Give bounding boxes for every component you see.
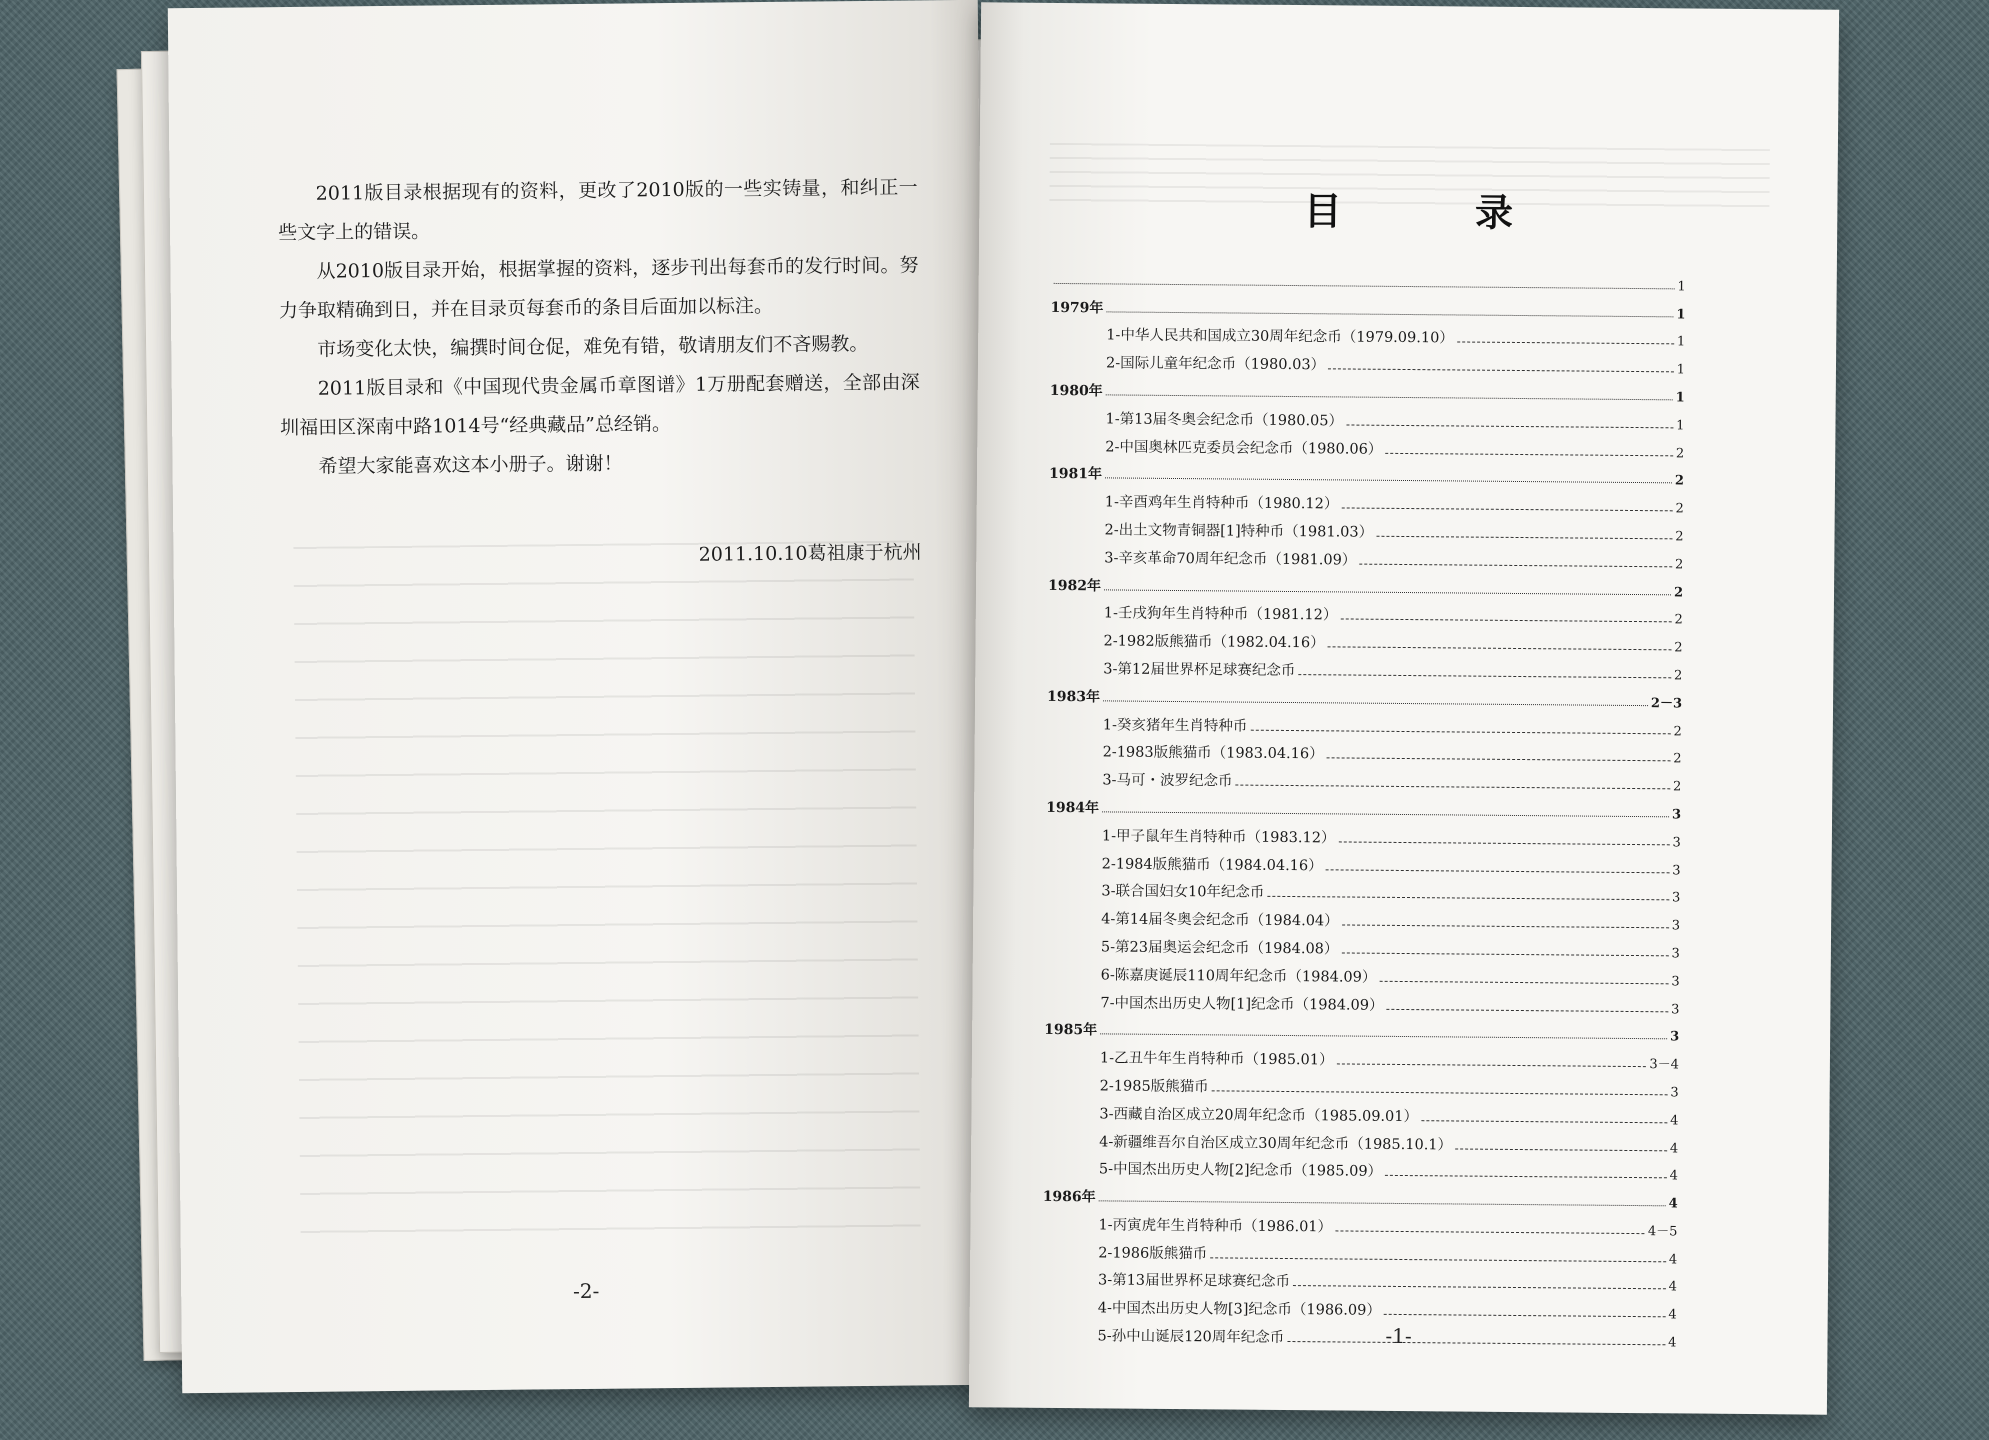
toc-entry-row <box>1043 1095 1678 1128</box>
toc-leader-line <box>1346 424 1673 428</box>
toc-entry-label: 1-中华人民共和国成立30周年纪念币（1979.09.10） <box>1106 327 1454 347</box>
toc-entry-label: 1-癸亥猪年生肖特种币 <box>1102 716 1248 735</box>
toc-page-number: 3 <box>1671 918 1681 934</box>
toc-entry-label: 1980年 <box>1049 382 1103 400</box>
toc-entry-row <box>1050 316 1685 349</box>
toc-leader-line <box>1386 1008 1668 1011</box>
toc-page-number: 2 <box>1673 584 1684 600</box>
toc-entry-label: 5-中国杰出历史人物[2]纪念币（1985.09） <box>1098 1161 1383 1181</box>
toc-leader-line <box>1341 952 1668 956</box>
toc-leader-line <box>1457 342 1674 345</box>
toc-leader-line <box>1250 729 1670 734</box>
toc-page-number: 1 <box>1675 390 1685 406</box>
toc-leader-line <box>1105 478 1672 484</box>
preface-paragraph: 市场变化太快，编撰时间仓促，难免有错，敬请朋友们不吝赐教。 <box>317 332 869 361</box>
toc-entry-row <box>1045 900 1680 933</box>
toc-entry-row <box>1048 594 1683 627</box>
toc-entry-label: 1-壬戌狗年生肖特种币（1981.12） <box>1103 605 1338 624</box>
toc-entry-label: 3-西藏自治区成立20周年纪念币（1985.09.01） <box>1099 1106 1419 1125</box>
toc-leader-line <box>1099 1200 1666 1206</box>
toc-entry-label: 3-第13届世界杯足球赛纪念币 <box>1097 1272 1291 1291</box>
toc-leader-line <box>1328 369 1674 373</box>
preface-paragraph: 2011版目录根据现有的资料，更改了2010版的一些实铸量，和纠正一些文字上的错误。 <box>278 176 918 245</box>
toc-entry-label: 3-第12届世界杯足球赛纪念币 <box>1103 661 1296 680</box>
toc-entry-row <box>1044 1067 1679 1100</box>
toc-entry-row <box>1045 928 1680 961</box>
toc-page-number: 3－4 <box>1649 1057 1679 1073</box>
toc-entry-label: 1983年 <box>1047 688 1101 706</box>
toc-entry-row <box>1043 1123 1678 1156</box>
toc-entry-row <box>1044 984 1679 1017</box>
toc-leader-line <box>1379 981 1668 985</box>
page-number: -2- <box>572 1278 600 1304</box>
toc-page-number: 2 <box>1675 501 1684 517</box>
toc-leader-line <box>1336 1064 1646 1068</box>
toc-entry-label: 1981年 <box>1048 466 1103 483</box>
toc-page-number: 4 <box>1669 1140 1679 1156</box>
toc-page-number: 2 <box>1674 640 1683 656</box>
toc-entry-label: 1984年 <box>1046 799 1100 817</box>
toc-entry-row <box>1047 650 1682 683</box>
toc-leader-line <box>1106 394 1673 400</box>
toc-entry-row <box>1047 622 1682 655</box>
toc-page-number: 2 <box>1673 668 1683 684</box>
toc-entry-row <box>1045 956 1680 989</box>
toc-entry-label: 7-中国杰出历史人物[1]纪念币（1984.09） <box>1100 994 1384 1014</box>
toc-entry-label: 4-中国杰出历史人物[3]纪念币（1986.09） <box>1097 1300 1381 1320</box>
right-page <box>969 2 1839 1414</box>
toc-page-number: 1 <box>1676 418 1685 434</box>
toc-entry-label: 1-辛酉鸡年生肖特种币（1980.12） <box>1104 494 1339 513</box>
toc-leader-line <box>1359 563 1672 567</box>
toc-leader-line <box>1267 896 1669 901</box>
toc-page-number: 3 <box>1671 1001 1680 1017</box>
toc-page-number: 4－5 <box>1647 1224 1678 1240</box>
table-of-contents <box>1041 261 1685 1351</box>
toc-title: 目 录 <box>1303 188 1574 236</box>
toc-page-number: 2 <box>1674 612 1683 628</box>
toc-leader-line <box>1054 283 1675 289</box>
toc-page-number: 2 <box>1674 473 1685 489</box>
toc-leader-line <box>1212 1090 1668 1095</box>
toc-entry-label: 1-第13届冬奥会纪念币（1980.05） <box>1105 411 1344 430</box>
toc-leader-line <box>1100 1034 1667 1040</box>
toc-entry-row <box>1045 872 1680 905</box>
toc-entry-label: 1-甲子鼠年生肖特种币（1983.12） <box>1101 828 1336 847</box>
toc-leader-line <box>1455 1148 1667 1151</box>
toc-leader-line <box>1335 1230 1645 1234</box>
toc-leader-line <box>1104 589 1671 595</box>
toc-page-number: 2－3 <box>1650 695 1683 712</box>
toc-page-number: 2 <box>1673 723 1682 739</box>
toc-leader-line <box>1293 1286 1666 1290</box>
toc-leader-line <box>1376 536 1672 540</box>
toc-entry-label: 1985年 <box>1044 1022 1098 1039</box>
toc-leader-line <box>1210 1257 1666 1262</box>
toc-entry-row <box>1042 1262 1677 1295</box>
toc-page-number: 1 <box>1676 362 1686 378</box>
toc-entry-label: 1982年 <box>1047 577 1102 594</box>
toc-entry-row <box>1046 845 1681 878</box>
toc-page-number: 3 <box>1672 862 1681 878</box>
toc-page-number: 2 <box>1674 557 1684 573</box>
toc-leader-line <box>1385 452 1673 456</box>
toc-entry-label: 1-丙寅虎年生肖特种币（1986.01） <box>1098 1217 1333 1236</box>
toc-leader-line <box>1298 674 1671 678</box>
toc-entry-row <box>1046 817 1681 850</box>
toc-entry-label: 1-乙丑牛年生肖特种币（1985.01） <box>1099 1050 1334 1069</box>
toc-entry-row <box>1049 400 1684 433</box>
toc-entry-row <box>1049 483 1684 516</box>
toc-page-number: 4 <box>1669 1168 1678 1184</box>
toc-entry-label: 5-第23届奥运会纪念币（1984.08） <box>1100 939 1339 958</box>
toc-entry-row <box>1043 1150 1678 1183</box>
toc-page-number: 3 <box>1671 807 1682 823</box>
preface-paragraph: 2011版目录和《中国现代贵金属币章图谱》1万册配套赠送，全部由深圳福田区深南中路1014号“经典藏品”总经销。 <box>280 371 920 440</box>
toc-entry-row <box>1049 428 1684 461</box>
toc-entry-label: 4-新疆维吾尔自治区成立30周年纪念币（1985.10.1） <box>1099 1133 1453 1153</box>
toc-leader-line <box>1102 811 1669 817</box>
toc-entry-label: 5-孙中山诞辰120周年纪念币 <box>1097 1328 1285 1347</box>
toc-entry-label: 2-出土文物青铜器[1]特种币（1981.03） <box>1104 522 1374 541</box>
toc-leader-line <box>1385 1175 1667 1178</box>
toc-page-number: 4 <box>1670 1113 1679 1129</box>
toc-entry-label: 2-1986版熊猫币 <box>1098 1245 1208 1262</box>
toc-page-number: 3 <box>1671 946 1680 962</box>
toc-leader-line <box>1103 700 1648 706</box>
toc-page-number: 1 <box>1676 334 1686 350</box>
left-page <box>168 0 992 1393</box>
toc-page-number: 3 <box>1670 1085 1679 1101</box>
toc-page-number: 1 <box>1676 306 1686 323</box>
toc-entry-row <box>1042 1289 1677 1322</box>
toc-page-number: 3 <box>1670 1029 1680 1045</box>
toc-entry-label: 2-1985版熊猫币 <box>1099 1078 1209 1096</box>
toc-leader-line <box>1106 311 1673 317</box>
toc-page-number: 4 <box>1668 1279 1678 1295</box>
toc-leader-line <box>1326 869 1670 873</box>
toc-entry-row <box>1042 1206 1677 1239</box>
toc-entry-row <box>1046 761 1681 794</box>
toc-leader-line <box>1235 785 1670 790</box>
toc-page-number: 3 <box>1672 835 1681 851</box>
toc-page-number: 2 <box>1672 779 1682 795</box>
toc-entry-label: 2-中国奥林匹克委员会纪念币（1980.06） <box>1105 438 1383 458</box>
toc-page-number: 4 <box>1668 1196 1678 1212</box>
toc-entry-label: 2-1983版熊猫币（1983.04.16） <box>1102 744 1324 763</box>
toc-entry-row <box>1044 1039 1679 1072</box>
toc-leader-line <box>1328 646 1672 650</box>
toc-entry-row <box>1048 539 1683 572</box>
show-through-text <box>293 541 920 1247</box>
page-number: -1- <box>1385 1323 1412 1349</box>
toc-page-number: 4 <box>1668 1252 1678 1268</box>
toc-page-number: 2 <box>1675 529 1684 545</box>
toc-entry-label: 6-陈嘉庚诞辰110周年纪念币（1984.09） <box>1100 967 1377 986</box>
toc-entry-label: 3-辛亥革命70周年纪念币（1981.09） <box>1104 550 1357 569</box>
toc-page-number: 3 <box>1672 890 1681 906</box>
toc-leader-line <box>1341 508 1672 512</box>
preface-paragraph: 从2010版目录开始，根据掌握的资料，逐步刊出每套币的发行时间。努力争取精确到日，并在目录页每套币的条目后面加以标注。 <box>278 254 919 323</box>
toc-entry-label: 4-第14届冬奥会纪念币（1984.04） <box>1101 911 1339 930</box>
toc-entry-row <box>1047 733 1682 766</box>
toc-entry-label: 1979年 <box>1050 299 1104 316</box>
toc-entry-label: 2-1984版熊猫币（1984.04.16） <box>1101 855 1323 874</box>
toc-entry-label: 3-马可・波罗纪念币 <box>1102 772 1233 790</box>
toc-page-number: 4 <box>1668 1335 1677 1351</box>
toc-page-number: 1 <box>1677 279 1686 295</box>
toc-leader-line <box>1384 1314 1666 1317</box>
toc-page-number: 4 <box>1668 1307 1677 1323</box>
toc-page-number: 3 <box>1671 974 1680 990</box>
toc-leader-line <box>1327 758 1671 762</box>
toc-leader-line <box>1340 619 1671 623</box>
preface-paragraph: 希望大家能喜欢这本小册子。谢谢！ <box>318 452 623 478</box>
toc-entry-label: 2-国际儿童年纪念币（1980.03） <box>1105 355 1326 374</box>
toc-leader-line <box>1342 925 1669 929</box>
toc-page-number: 2 <box>1673 751 1682 767</box>
toc-entry-row <box>1050 344 1685 377</box>
signature-line: 2011.10.10葛祖康于杭州 <box>698 541 922 566</box>
toc-leader-line <box>1338 841 1669 845</box>
toc-entry-label: 1986年 <box>1042 1188 1096 1206</box>
toc-entry-row <box>1047 706 1682 739</box>
toc-page-number: 2 <box>1675 445 1685 462</box>
toc-entry-label: 2-1982版熊猫币（1982.04.16） <box>1103 633 1325 652</box>
preface-text <box>278 168 921 487</box>
toc-entry-row <box>1042 1234 1677 1267</box>
toc-leader-line <box>1421 1120 1667 1123</box>
toc-entry-label: 3-联合国妇女10年纪念币 <box>1101 883 1265 902</box>
toc-entry-row <box>1048 511 1683 544</box>
